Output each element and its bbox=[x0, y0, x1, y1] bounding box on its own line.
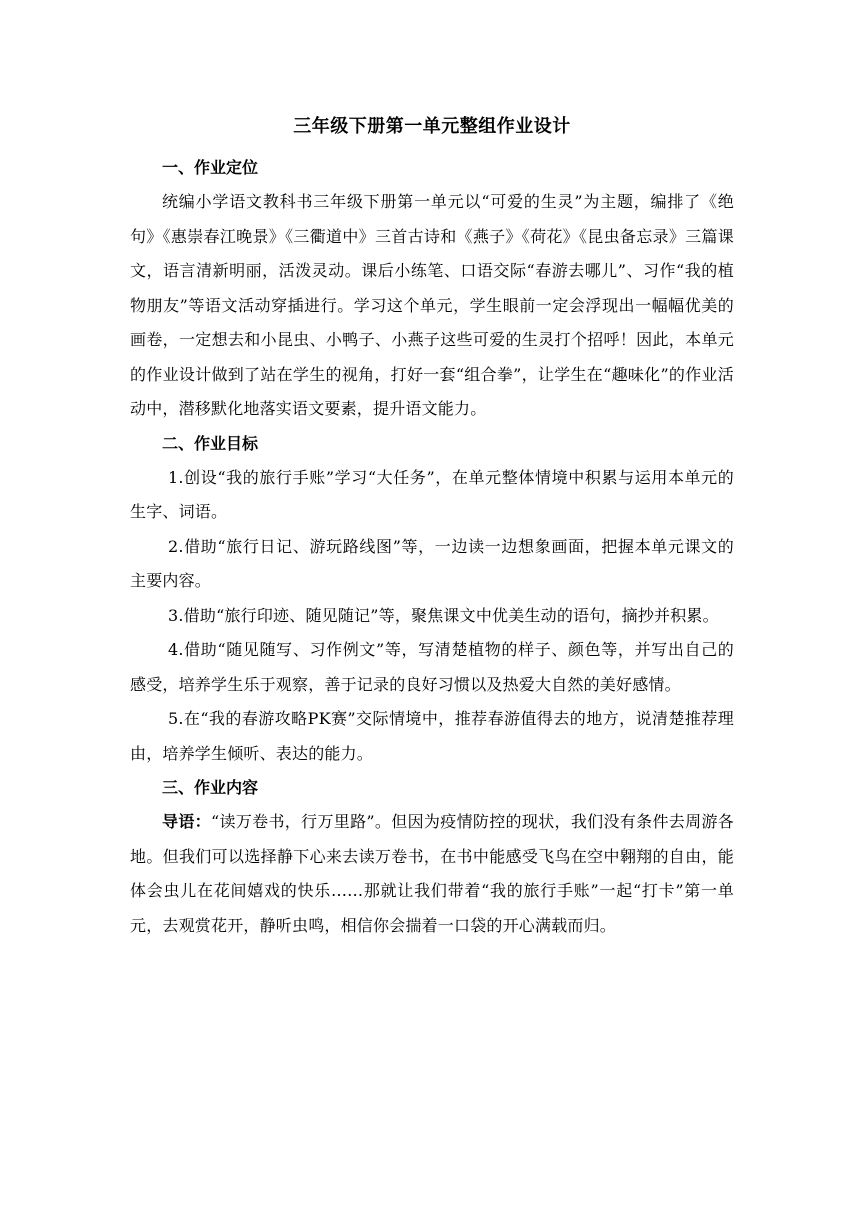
goal-item: 2.借助“旅行日记、游玩路线图”等，一边读一边想象画面，把握本单元课文的主要内容。 bbox=[130, 536, 734, 590]
document-title: 三年级下册第一单元整组作业设计 bbox=[293, 116, 571, 137]
goal-item: 1.创设“我的旅行手账”学习“大任务”，在单元整体情境中积累与运用本单元的生字、词语。 bbox=[130, 467, 734, 521]
document-page bbox=[130, 113, 734, 943]
section-heading-positioning: 一、作业定位 bbox=[162, 158, 259, 177]
intro-lead-label: 导语： bbox=[162, 812, 211, 831]
goal-item: 5.在“我的春游攻略PK赛”交际情境中，推荐春游值得去的地方，说清楚推荐理由，培养学生倾听、表达的能力。 bbox=[130, 709, 734, 763]
goal-item: 3.借助“旅行印迹、随见随记”等，聚焦课文中优美生动的语句，摘抄并积累。 bbox=[168, 605, 719, 625]
section-paragraph: 统编小学语文教科书三年级下册第一单元以“可爱的生灵”为主题，编排了《绝句》《惠崇春江晚景》《三衢道中》三首古诗和《燕子》《荷花》《昆虫备忘录》三篇课文，语言清新明丽，活泼灵动。课后小练笔、口语交际“春游去哪儿”、习作“我的植物朋友”等语文活动穿插进行。学习这个单元，学生眼前一定会浮现出一幅幅优美的画卷，一定想去和小昆虫、小鸭子、小燕子这些可爱的生灵打个招呼！因此，本单元的作业设计做到了站在学生的视角，打好一套“组合拳”，让学生在“趣味化”的作业活动中，潜移默化地落实语文要素，提升语文能力。 bbox=[130, 192, 734, 418]
intro-text: “读万卷书，行万里路”。但因为疫情防控的现状，我们没有条件去周游各地。但我们可以选择静下心来去读万卷书，在书中能感受飞鸟在空中翱翔的自由，能体会虫儿在花间嬉戏的快乐……那就让我们带着“我的旅行手账”一起“打卡”第一单元，去观赏花开，静听虫鸣，相信你会揣着一口袋的开心满载而归。 bbox=[130, 812, 734, 935]
section-heading-goals: 二、作业目标 bbox=[162, 433, 259, 453]
goal-item: 4.借助“随见随写、习作例文”等，写清楚植物的样子、颜色等，并写出自己的感受，培养学生乐于观察，善于记录的良好习惯以及热爱大自然的美好感情。 bbox=[130, 640, 734, 694]
section-heading-content: 三、作业内容 bbox=[162, 778, 259, 797]
intro-paragraph bbox=[130, 805, 734, 943]
